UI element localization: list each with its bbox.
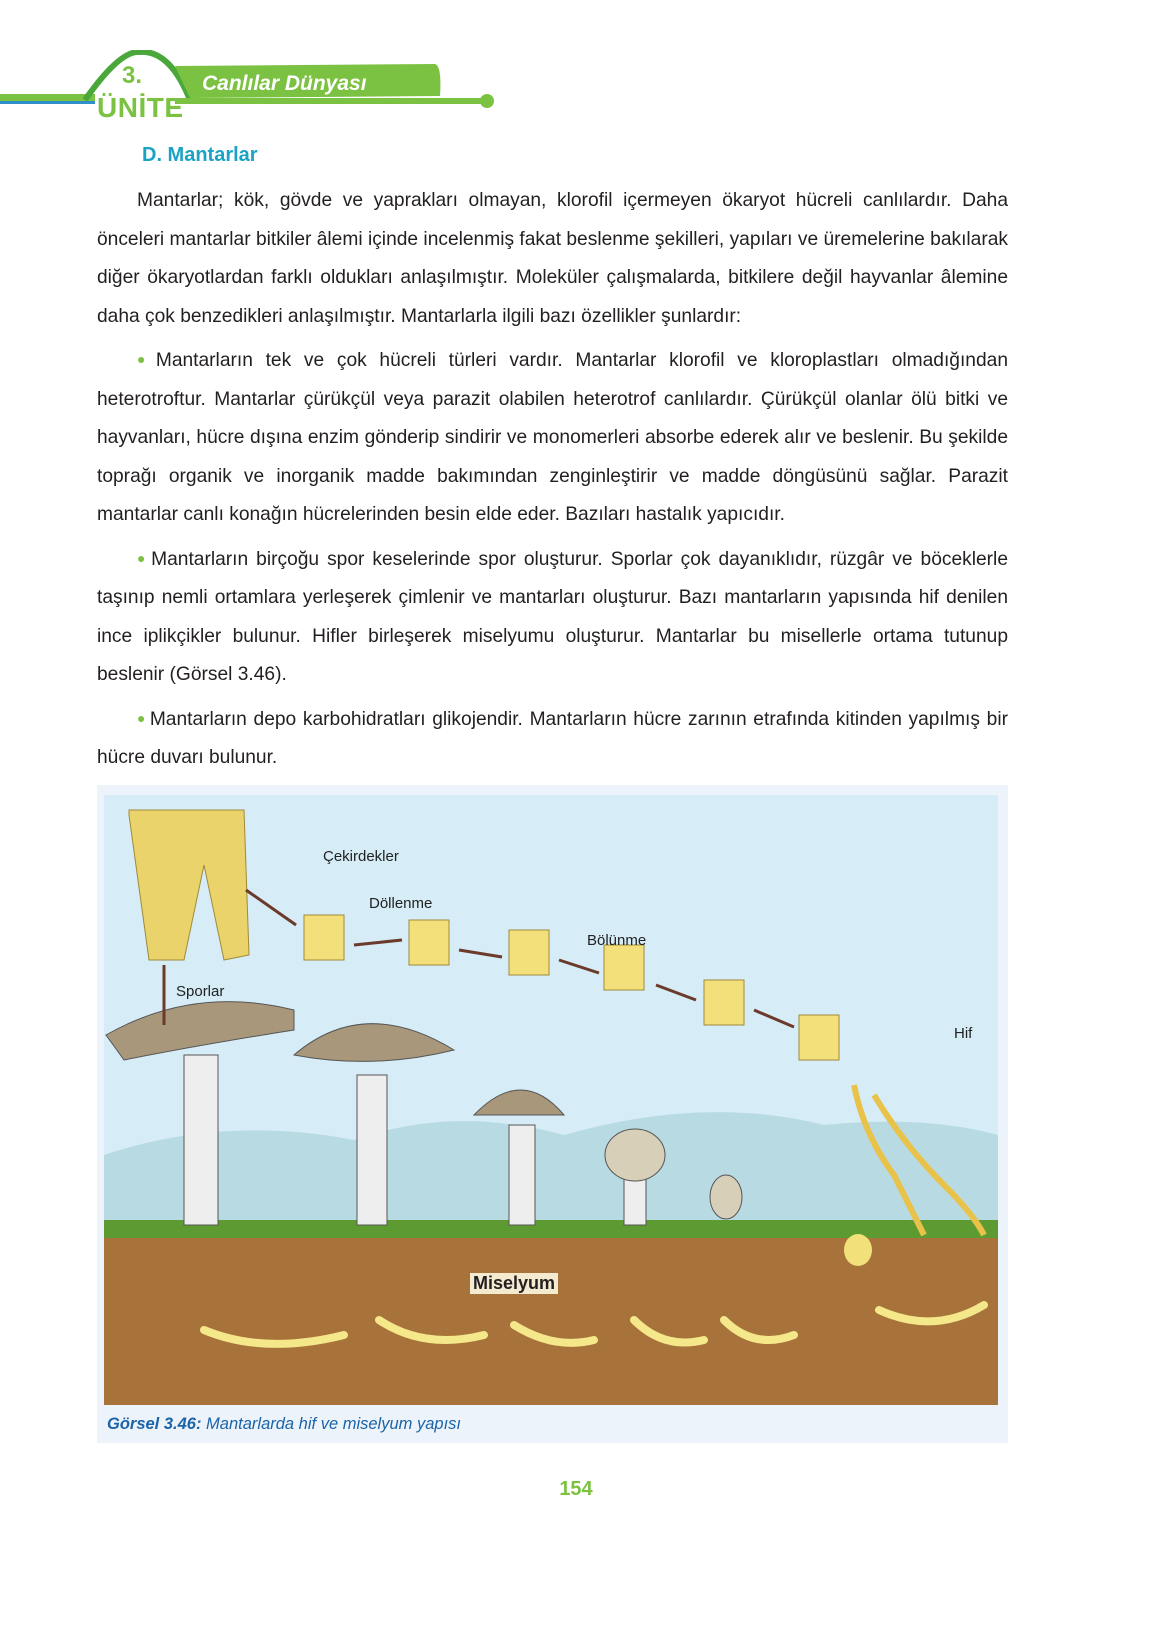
label-fertilization: Döllenme <box>369 895 433 912</box>
unit-label: ÜNİTE <box>97 92 184 123</box>
caption-label: Görsel 3.46: <box>107 1415 202 1433</box>
section-title: D. Mantarlar <box>142 144 258 166</box>
unit-title: Canlılar Dünyası <box>202 72 367 95</box>
body-text <box>97 182 1008 782</box>
sporangium <box>129 810 249 960</box>
label-hypha: Hif <box>954 1025 973 1042</box>
bullet-paragraph <box>97 539 1008 695</box>
intro-paragraph: Mantarlar; kök, gövde ve yaprakları olmayan, klorofil içermeyen ökaryot hücreli canlılardır. Daha önceleri mantarlar bitkiler âlemi içinde incelenmiş fakat beslenme şekilleri, yapıları ve üremelerine bakılarak diğer ökaryotlardan farklı oldukları anlaşılmıştır. Moleküler çalışmalarda, bitkilere değil hayvanlar âlemine daha çok benzedikleri anlaşılmıştır. Mantarlarla ilgili bazı özellikler şunlardır: <box>97 190 1008 327</box>
bullet-icon: ● <box>137 351 153 367</box>
bullet-text: Mantarların birçoğu spor keselerinde spor oluşturur. Sporlar çok dayanıklıdır, rüzgâr ve böceklerle taşınıp nemli ortamlara yerleşerek çimlenir ve mantarları oluşturur. Bazı mantarların yapısında hif denilen ince iplikçikler bulunur. Hifler birleşerek miselyumu oluşturur. Mantarlar bu misellerle ortama tutunup beslenir (Görsel 3.46). <box>97 548 1008 685</box>
bullet-text: Mantarların tek ve çok hücreli türleri vardır. Mantarlar klorofil ve kloroplastları olmadığından heterotroftur. Mantarlar çürükçül veya parazit olabilen heterotrof canlılardır. Çürükçül olanlar ölü bitki ve hayvanları, hücre dışına enzim gönderip sindirir ve monomerleri absorbe ederek alır ve beslenir. Bu şekilde toprağı organik ve inorganik madde bakımından zenginleştirir ve madde döngüsünü sağlar. Parazit mantarlar canlı konağın hücrelerinden besin elde eder. Bazıları hastalık yapıcıdır. <box>97 350 1008 525</box>
label-mycelium: Miselyum <box>470 1273 558 1294</box>
bullet-paragraph <box>97 699 1008 778</box>
bullet-icon: ● <box>137 549 149 566</box>
unit-number: 3. <box>122 62 143 89</box>
page-number: 154 <box>559 1478 593 1500</box>
bullet-icon: ● <box>137 709 147 726</box>
figure-3-46 <box>97 785 1008 1443</box>
bullet-paragraph <box>97 340 1008 535</box>
bullet-text: Mantarların depo karbohidratları glikojendir. Mantarların hücre zarının etrafında kitinden yapılmış bir hücre duvarı bulunur. <box>97 708 1008 768</box>
label-division: Bölünme <box>587 932 647 949</box>
figure-caption <box>107 1415 461 1434</box>
caption-text: Mantarlarda hif ve miselyum yapısı <box>201 1415 461 1433</box>
label-spores: Sporlar <box>176 983 225 1000</box>
fungus-illustration <box>104 795 998 1405</box>
label-nuclei: Çekirdekler <box>323 848 399 865</box>
